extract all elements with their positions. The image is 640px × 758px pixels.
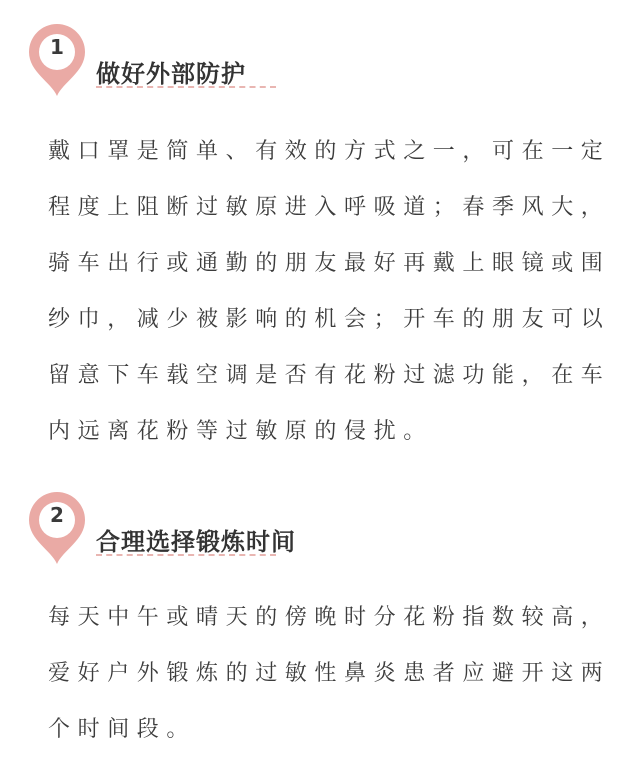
paragraph-line: 内远离花粉等过敏原的侵扰。 bbox=[48, 419, 433, 444]
section-2-title: 合理选择锻炼时间 bbox=[96, 528, 296, 556]
section-1-header bbox=[0, 20, 640, 100]
section-2-title-underline bbox=[96, 554, 276, 556]
paragraph-line: 每天中午或晴天的傍晚时分花粉指数较高， bbox=[48, 605, 611, 630]
section-1-marker bbox=[21, 20, 93, 92]
paragraph-line: 程度上阻断过敏原进入呼吸道；春季风大， bbox=[48, 195, 611, 220]
paragraph-line: 戴口罩是简单、有效的方式之一，可在一定 bbox=[48, 139, 611, 164]
paragraph-line: 个时间段。 bbox=[48, 717, 197, 742]
section-2 bbox=[0, 488, 640, 742]
paragraph-line: 骑车出行或通勤的朋友最好再戴上眼镜或围 bbox=[48, 251, 611, 276]
section-2-paragraph bbox=[48, 590, 611, 758]
map-pin-icon bbox=[21, 20, 93, 100]
section-1-paragraph bbox=[48, 124, 611, 460]
map-pin-icon bbox=[21, 488, 93, 568]
section-1-number: 1 bbox=[50, 35, 64, 59]
section-1 bbox=[0, 20, 640, 444]
paragraph-line: 留意下车载空调是否有花粉过滤功能，在车 bbox=[48, 363, 611, 388]
section-2-number: 2 bbox=[50, 503, 64, 527]
section-1-title: 做好外部防护 bbox=[96, 60, 246, 88]
section-2-header bbox=[0, 488, 640, 568]
paragraph-line: 纱巾，减少被影响的机会；开车的朋友可以 bbox=[48, 307, 611, 332]
section-1-title-underline bbox=[96, 86, 276, 88]
section-2-marker bbox=[21, 488, 93, 560]
paragraph-line: 爱好户外锻炼的过敏性鼻炎患者应避开这两 bbox=[48, 661, 611, 686]
